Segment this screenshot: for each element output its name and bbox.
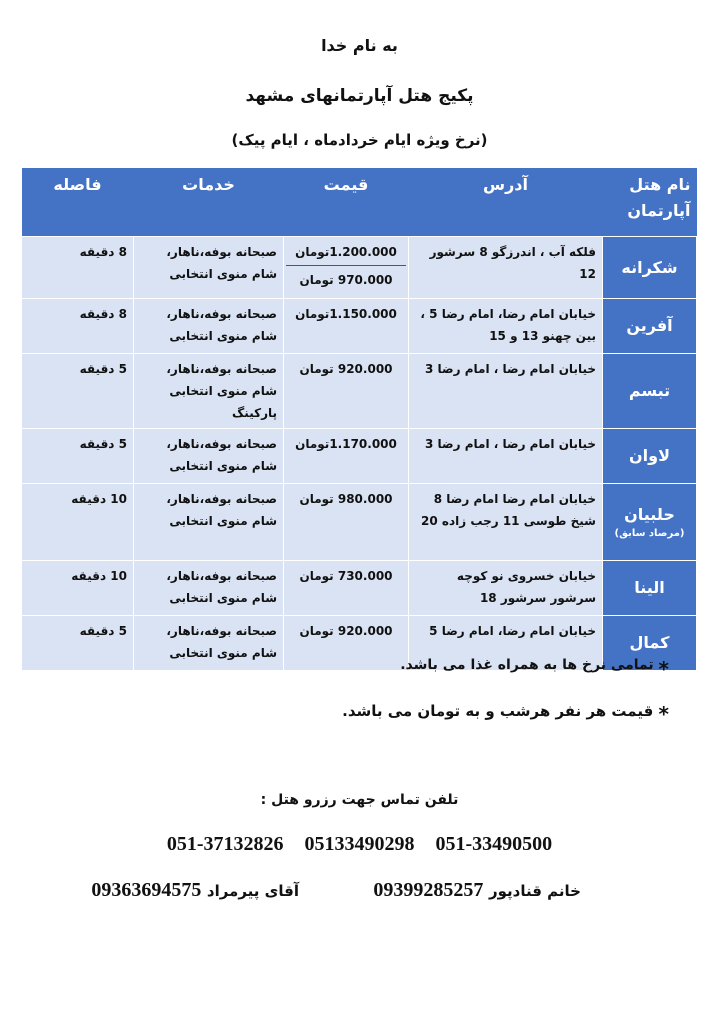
price-value-alt: 970.000 تومان: [286, 265, 406, 291]
contact-person-name: خانم قنادپور: [488, 882, 581, 900]
column-header-distance: فاصله: [22, 168, 134, 237]
hotel-price: 920.000 تومان: [284, 616, 409, 671]
column-header-address: آدرس: [409, 168, 603, 237]
hotel-name: تبسم: [603, 354, 697, 429]
hotel-services: صبحانه بوفه،ناهار، شام منوی انتخابی: [134, 237, 284, 299]
hotel-name: [603, 484, 697, 561]
note-text: قیمت هر نفر هرشب و به تومان می باشد.: [342, 702, 654, 720]
hotel-name-text: حلبیان: [624, 505, 675, 524]
table-row: [22, 354, 697, 429]
hotel-price: 980.000 تومان: [284, 484, 409, 561]
hotel-distance: 8 دقیقه: [22, 237, 134, 299]
hotel-distance: 10 دقیقه: [22, 561, 134, 616]
phone-number: 051-33490500: [435, 833, 553, 855]
header-line-1: به نام خدا: [321, 36, 398, 55]
hotel-services: صبحانه بوفه،ناهار، شام منوی انتخابی: [134, 616, 284, 671]
phone-numbers: [0, 833, 719, 856]
hotel-services: صبحانه بوفه،ناهار، شام منوی انتخابی پارکینگ: [134, 354, 284, 429]
hotel-price: 1.170.000تومان: [284, 429, 409, 484]
hotel-name: شکرانه: [603, 237, 697, 299]
hotel-address: خیابان خسروی نو کوچه سرشور سرشور 18: [409, 561, 603, 616]
table-header-row: [22, 168, 697, 237]
hotel-distance: 5 دقیقه: [22, 354, 134, 429]
column-header-services: خدمات: [134, 168, 284, 237]
hotel-price: 920.000 تومان: [284, 354, 409, 429]
contact-person-name: آقای پیرمراد: [206, 882, 299, 900]
table-row: [22, 299, 697, 354]
hotel-services: صبحانه بوفه،ناهار، شام منوی انتخابی: [134, 561, 284, 616]
header-title: پکیج هتل آپارتمانهای مشهد: [245, 86, 474, 106]
column-header-name: نام هتل آپارتمان: [603, 168, 697, 237]
hotel-name: الینا: [603, 561, 697, 616]
hotel-price: 1.150.000تومان: [284, 299, 409, 354]
phone-number: 05133490298: [304, 833, 415, 855]
note-price-per-person: [342, 702, 669, 726]
contact-person-1: [373, 879, 581, 902]
price-value: 1.200.000تومان: [295, 245, 397, 259]
table-row: [22, 429, 697, 484]
hotel-distance: 8 دقیقه: [22, 299, 134, 354]
hotel-address: خیابان امام رضا ، امام رضا 3: [409, 429, 603, 484]
hotel-address: خیابان امام رضا امام رضا 8 شیخ طوسی 11 رجب زاده 20: [409, 484, 603, 561]
hotel-address: فلکه آب ، اندرزگو 8 سرشور 12: [409, 237, 603, 299]
note-text: تمامی نرخ ها به همراه غذا می باشد.: [400, 657, 654, 673]
header-subtitle: (نرخ ویژه ایام خردادماه ، ایام پیک): [231, 131, 488, 149]
contact-person-phone: 09399285257: [373, 879, 484, 901]
hotel-price: [284, 237, 409, 299]
table-row: [22, 237, 697, 299]
column-header-price: قیمت: [284, 168, 409, 237]
hotel-name: آفرین: [603, 299, 697, 354]
asterisk-icon: *: [658, 702, 669, 726]
hotel-address: خیابان امام رضا، امام رضا 5: [409, 616, 603, 671]
table-row: [22, 561, 697, 616]
hotel-former-name: (مرصاد سابق): [614, 528, 685, 539]
hotels-table: [21, 168, 697, 671]
hotel-address: خیابان امام رضا ، امام رضا 3: [409, 354, 603, 429]
hotel-distance: 5 دقیقه: [22, 616, 134, 671]
hotel-name: لاوان: [603, 429, 697, 484]
hotel-services: صبحانه بوفه،ناهار، شام منوی انتخابی: [134, 299, 284, 354]
hotel-distance: 5 دقیقه: [22, 429, 134, 484]
hotel-name: کمال: [603, 616, 697, 671]
contact-person-phone: 09363694575: [91, 879, 202, 901]
contact-person-2: [91, 879, 299, 902]
phone-number: 051-37132826: [166, 833, 284, 855]
hotel-price: 730.000 تومان: [284, 561, 409, 616]
hotel-distance: 10 دقیقه: [22, 484, 134, 561]
contact-title: تلفن تماس جهت رزرو هتل :: [260, 792, 459, 808]
note-meals-included: [400, 657, 669, 681]
hotel-services: صبحانه بوفه،ناهار، شام منوی انتخابی: [134, 484, 284, 561]
table-row: [22, 484, 697, 561]
hotel-services: صبحانه بوفه،ناهار، شام منوی انتخابی: [134, 429, 284, 484]
asterisk-icon: *: [658, 657, 669, 681]
hotel-address: خیابان امام رضا، امام رضا 5 ، بین چهنو 13 و 15: [409, 299, 603, 354]
